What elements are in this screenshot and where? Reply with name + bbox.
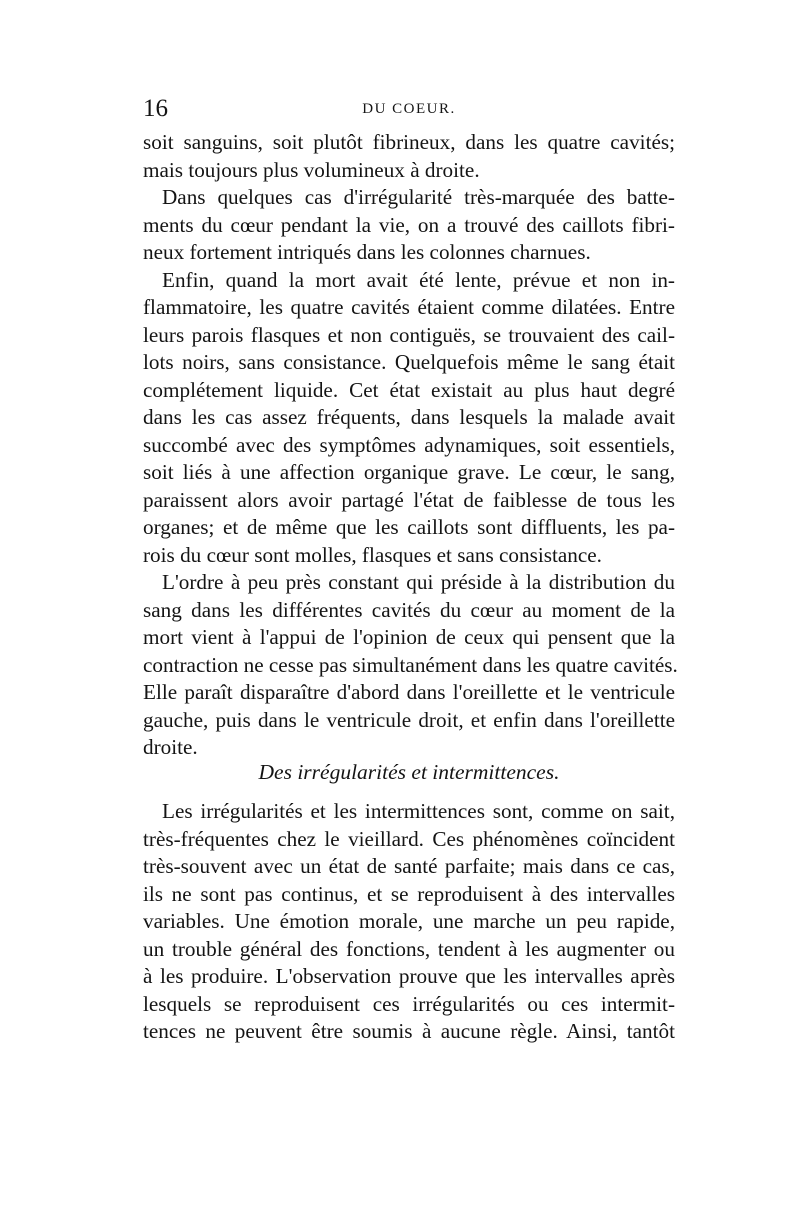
section-heading: Des irrégularités et intermittences.	[258, 760, 560, 784]
text-line: lots noirs, sans consistance. Quelquefois même le sang était	[143, 350, 675, 374]
text-line: L'ordre à peu près constant qui préside à la distribution du	[162, 570, 675, 594]
text-line: paraissent alors avoir partagé l'état de faiblesse de tous les	[143, 487, 675, 512]
text-line: très-souvent avec un état de santé parfaite; mais dans ce cas,	[143, 854, 675, 878]
running-title: DU COEUR.	[362, 101, 456, 117]
text-line: rois du cœur sont molles, flasques et sans consistance.	[143, 542, 602, 567]
text-line: lesquels se reproduisent ces irrégularités ou ces intermit-	[143, 991, 675, 1016]
text-line: organes; et de même que les caillots sont diffluents, les pa-	[143, 515, 675, 539]
text-line: Les irrégularités et les intermittences sont, comme on sait,	[162, 799, 675, 823]
paragraph-blood-distribution	[143, 569, 678, 762]
text-line: complétement liquide. Cet état existait au plus haut degré	[143, 377, 675, 402]
text-line: soit sanguins, soit plutôt fibrineux, dans les quatre cavités;	[143, 130, 675, 154]
paragraph-irregularity	[143, 184, 675, 267]
section-autopsy-text	[143, 129, 678, 762]
text-line: droite.	[143, 735, 198, 759]
text-line: Dans quelques cas d'irrégularité très-marquée des batte-	[162, 185, 675, 209]
text-line: Enfin, quand la mort avait été lente, prévue et non in-	[162, 267, 675, 292]
text-line: dans les cas assez fréquents, dans lesquels la malade avait	[143, 405, 675, 429]
text-line: soit liés à une affection organique grave. Le cœur, le sang,	[143, 460, 675, 484]
text-line: à les produire. L'observation prouve que les intervalles après	[143, 964, 675, 988]
paragraph-continued	[143, 129, 675, 184]
text-line: flammatoire, les quatre cavités étaient comme dilatées. Entre	[143, 295, 675, 319]
text-line: Elle paraît disparaître d'abord dans l'oreillette et le ventricule	[143, 680, 675, 704]
text-line: ils ne sont pas continus, et se reproduisent à des intervalles	[143, 881, 675, 906]
running-head	[143, 94, 675, 128]
text-line: mort vient à l'appui de l'opinion de ceux qui pensent que la	[143, 625, 675, 649]
text-line: mais toujours plus volumineux à droite.	[143, 157, 480, 182]
paragraph-slow-death	[143, 267, 675, 570]
text-line: gauche, puis dans le ventricule droit, et enfin dans l'oreillette	[143, 707, 675, 732]
paragraph-irregularities	[143, 798, 675, 1046]
text-line: très-fréquentes chez le vieillard. Ces phénomènes coïncident	[143, 826, 675, 851]
text-line: sang dans les différentes cavités du cœur au moment de la	[143, 597, 675, 622]
text-line: neux fortement intriqués dans les colonnes charnues.	[143, 240, 591, 264]
text-line: un trouble général des fonctions, tendent à les augmenter ou	[143, 936, 675, 961]
section-irregularities-text	[143, 798, 675, 1046]
text-line: leurs parois flasques et non contiguës, se trouvaient des cail-	[143, 322, 675, 347]
text-line: tences ne peuvent être soumis à aucune règle. Ainsi, tantôt	[143, 1019, 675, 1043]
text-line: variables. Une émotion morale, une marche un peu rapide,	[143, 909, 675, 933]
page-number: 16	[143, 95, 168, 122]
text-line: succombé avec des symptômes adynamiques, soit essentiels,	[143, 432, 675, 457]
text-line: ments du cœur pendant la vie, on a trouvé des caillots fibri-	[143, 212, 675, 237]
text-line: contraction ne cesse pas simultanément dans les quatre cavités.	[143, 652, 678, 677]
